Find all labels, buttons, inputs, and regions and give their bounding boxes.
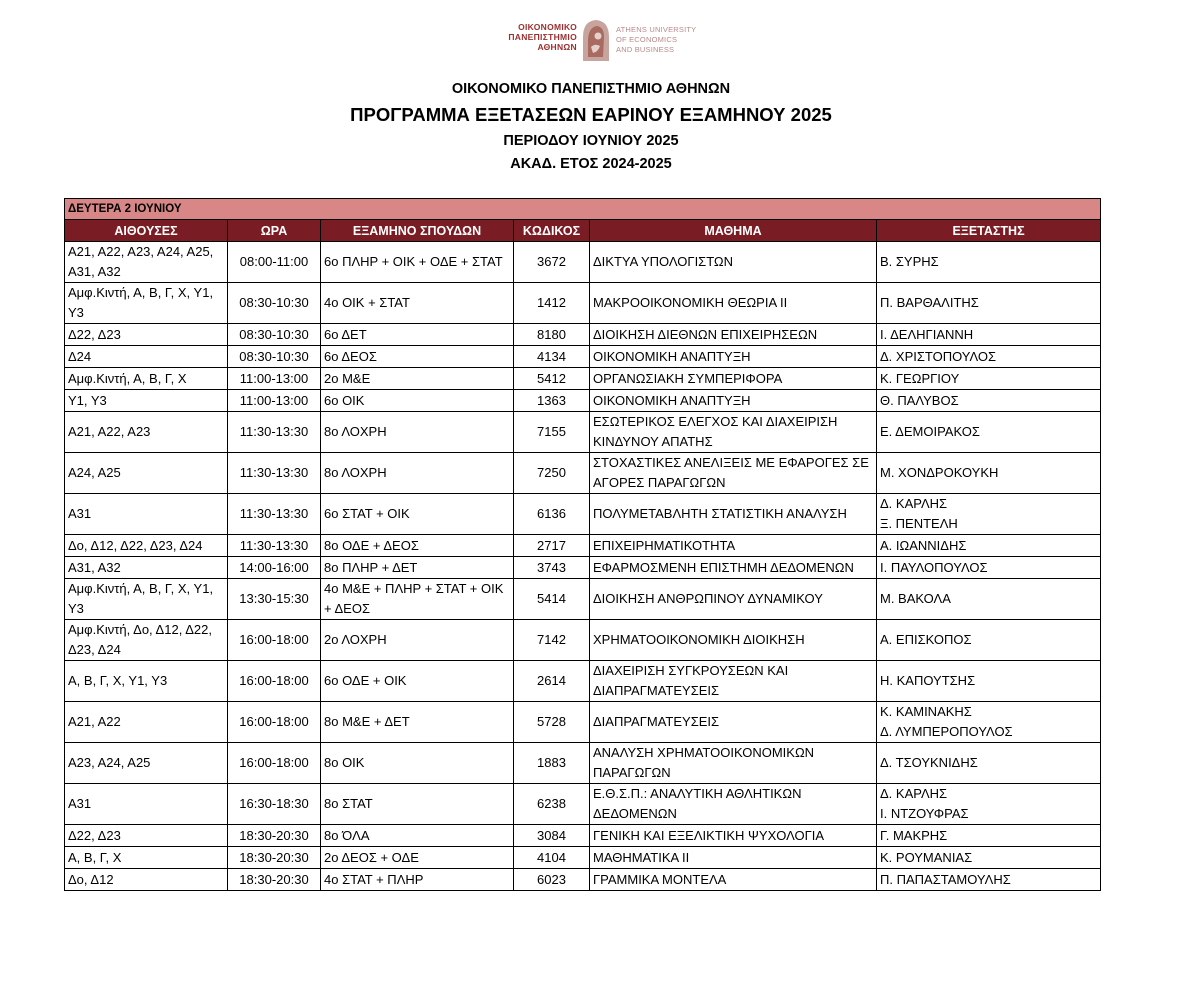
time-cell — [228, 346, 321, 368]
examiner-cell — [877, 661, 1101, 702]
time-cell — [228, 743, 321, 784]
code-cell-line: 1883 — [537, 755, 566, 770]
rooms-cell-line: Αμφ.Κιντή, Α, Β, Γ, Χ, Υ1, — [68, 581, 214, 596]
code-cell — [514, 825, 590, 847]
semester-cell-line: 8ο ΠΛΗΡ + ΔΕΤ — [324, 559, 418, 575]
semester-cell-line: 8ο ΛΟΧΡΗ — [324, 465, 387, 480]
examiner-cell — [877, 368, 1101, 390]
semester-cell — [321, 743, 514, 784]
table-body — [65, 242, 1101, 891]
time-cell — [228, 825, 321, 847]
course-cell-line: ΠΟΛΥΜΕΤΑΒΛΗΤΗ ΣΤΑΤΙΣΤΙΚΗ ΑΝΑΛΥΣΗ — [593, 506, 847, 521]
semester-cell-line: 6ο ΟΔΕ + ΟΙΚ — [324, 673, 407, 688]
examiner-cell-line: Γ. ΜΑΚΡΗΣ — [880, 827, 948, 843]
rooms-cell — [65, 661, 228, 702]
table-row — [65, 242, 1101, 283]
code-cell-line: 6238 — [537, 796, 566, 811]
university-logo — [486, 14, 706, 72]
semester-cell-line: 2ο ΛΟΧΡΗ — [324, 632, 387, 647]
course-cell-line: ΟΙΚΟΝΟΜΙΚΗ ΑΝΑΠΤΥΞΗ — [593, 348, 751, 364]
rooms-cell — [65, 557, 228, 579]
semester-cell-line: 8ο ΌΛΑ — [324, 827, 370, 843]
code-cell — [514, 702, 590, 743]
semester-cell — [321, 368, 514, 390]
semester-cell — [321, 494, 514, 535]
course-cell-line: ΔΙΑΠΡΑΓΜΑΤΕΥΣΕΙΣ — [593, 683, 720, 698]
course-cell — [590, 453, 877, 494]
course-cell — [590, 412, 877, 453]
semester-cell-line: 8ο Μ&Ε + ΔΕΤ — [324, 714, 410, 729]
table-row — [65, 412, 1101, 453]
course-cell — [590, 494, 877, 535]
time-cell-line: 08:00-11:00 — [239, 254, 309, 269]
logo-greek-line: ΑΘΗΝΩΝ — [537, 42, 577, 52]
rooms-cell — [65, 453, 228, 494]
examiner-cell-line: Ι. ΝΤΖΟΥΦΡΑΣ — [880, 806, 969, 821]
examiner-cell — [877, 620, 1101, 661]
code-cell-line: 3672 — [537, 254, 566, 269]
course-cell-line: ΑΓΟΡΕΣ ΠΑΡΑΓΩΓΩΝ — [593, 475, 726, 490]
time-cell-line: 16:00-18:00 — [239, 673, 309, 688]
table-row — [65, 557, 1101, 579]
rooms-cell-line: Δ22, Δ23 — [68, 326, 121, 342]
semester-cell — [321, 324, 514, 346]
code-cell-line: 6023 — [537, 871, 566, 887]
code-cell — [514, 346, 590, 368]
course-cell-line: ΔΙΑΠΡΑΓΜΑΤΕΥΣΕΙΣ — [593, 714, 720, 729]
course-cell-line: ΓΕΝΙΚΗ ΚΑΙ ΕΞΕΛΙΚΤΙΚΗ ΨΥΧΟΛΟΓΙΑ — [593, 827, 825, 843]
rooms-cell — [65, 743, 228, 784]
column-header: ΚΩΔΙΚΟΣ — [514, 220, 590, 242]
course-cell-line: ΧΡΗΜΑΤΟΟΙΚΟΝΟΜΙΚΗ ΔΙΟΙΚΗΣΗ — [593, 632, 805, 647]
code-cell-line: 7142 — [537, 632, 566, 647]
semester-cell — [321, 661, 514, 702]
code-cell-line: 5412 — [537, 370, 566, 386]
logo-english-line: AND BUSINESS — [616, 45, 675, 54]
semester-cell — [321, 346, 514, 368]
code-cell-line: 2717 — [537, 537, 566, 553]
code-cell-line: 5728 — [537, 714, 566, 729]
rooms-cell-line: Δο, Δ12, Δ22, Δ23, Δ24 — [68, 537, 203, 553]
time-cell — [228, 283, 321, 324]
semester-cell-line: 8ο ΟΙΚ — [324, 755, 365, 770]
course-cell — [590, 825, 877, 847]
time-cell — [228, 620, 321, 661]
time-cell-line: 16:00-18:00 — [239, 632, 309, 647]
examiner-cell — [877, 412, 1101, 453]
athena-seal-icon — [579, 17, 613, 63]
examiner-cell — [877, 579, 1101, 620]
examiner-cell-line: Α. ΕΠΙΣΚΟΠΟΣ — [880, 632, 972, 647]
code-cell — [514, 494, 590, 535]
examiner-cell-line: Κ. ΡΟΥΜΑΝΙΑΣ — [880, 849, 973, 865]
rooms-cell — [65, 847, 228, 869]
rooms-cell-line: Α21, Α22, Α23, Α24, Α25, — [68, 244, 214, 259]
semester-cell — [321, 579, 514, 620]
time-cell — [228, 869, 321, 891]
rooms-cell — [65, 390, 228, 412]
course-cell-line: ΟΡΓΑΝΩΣΙΑΚΗ ΣΥΜΠΕΡΙΦΟΡΑ — [593, 370, 783, 386]
rooms-cell-line: Δο, Δ12 — [68, 871, 114, 887]
semester-cell — [321, 242, 514, 283]
rooms-cell — [65, 494, 228, 535]
column-header: ΑΙΘΟΥΣΕΣ — [65, 220, 228, 242]
rooms-cell-line: Υ3 — [68, 305, 84, 320]
time-cell-line: 08:30-10:30 — [239, 295, 309, 310]
rooms-cell-line: Α, Β, Γ, Χ, Υ1, Υ3 — [68, 673, 168, 688]
examiner-cell — [877, 869, 1101, 891]
table-row — [65, 869, 1101, 891]
examiner-cell — [877, 283, 1101, 324]
course-cell — [590, 847, 877, 869]
course-cell-line: ΔΙΑΧΕΙΡΙΣΗ ΣΥΓΚΡΟΥΣΕΩΝ ΚΑΙ — [593, 663, 789, 678]
logo-english-line: ATHENS UNIVERSITY — [616, 25, 697, 34]
time-cell-line: 18:30-20:30 — [239, 871, 309, 887]
time-cell-line: 11:00-13:00 — [239, 392, 309, 408]
course-cell-line: ΠΑΡΑΓΩΓΩΝ — [593, 765, 671, 780]
rooms-cell — [65, 368, 228, 390]
course-cell-line: ΕΠΙΧΕΙΡΗΜΑΤΙΚΟΤΗΤΑ — [593, 537, 736, 553]
rooms-cell — [65, 535, 228, 557]
semester-cell — [321, 390, 514, 412]
logo-english-line: OF ECONOMICS — [616, 35, 678, 44]
time-cell — [228, 702, 321, 743]
examiner-cell-line: Μ. ΒΑΚΟΛΑ — [880, 591, 951, 606]
course-cell-line: ΟΙΚΟΝΟΜΙΚΗ ΑΝΑΠΤΥΞΗ — [593, 392, 751, 408]
time-cell-line: 14:00-16:00 — [239, 559, 309, 575]
table-row — [65, 324, 1101, 346]
time-cell — [228, 368, 321, 390]
rooms-cell — [65, 283, 228, 324]
course-cell-line: ΚΙΝΔΥΝΟΥ ΑΠΑΤΗΣ — [593, 434, 713, 449]
code-cell — [514, 620, 590, 661]
code-cell — [514, 579, 590, 620]
academic-year: ΑΚΑΔ. ΕΤΟΣ 2024-2025 — [510, 156, 672, 172]
course-cell — [590, 702, 877, 743]
rooms-cell — [65, 702, 228, 743]
semester-cell — [321, 283, 514, 324]
examiner-cell — [877, 346, 1101, 368]
examiner-cell — [877, 784, 1101, 825]
semester-cell-line: 8ο ΛΟΧΡΗ — [324, 424, 387, 439]
time-cell-line: 08:30-10:30 — [239, 326, 309, 342]
rooms-cell — [65, 346, 228, 368]
code-cell — [514, 661, 590, 702]
table-row — [65, 494, 1101, 535]
table-row — [65, 346, 1101, 368]
code-cell — [514, 368, 590, 390]
semester-cell — [321, 453, 514, 494]
table-row — [65, 825, 1101, 847]
examiner-cell-line: Κ. ΚΑΜΙΝΑΚΗΣ — [880, 704, 972, 719]
examiner-cell-line: Η. ΚΑΠΟΥΤΣΗΣ — [880, 673, 976, 688]
rooms-cell-line: Δ23, Δ24 — [68, 642, 121, 657]
course-cell-line: ΔΕΔΟΜΕΝΩΝ — [593, 806, 677, 821]
examiner-cell-line: Α. ΙΩΑΝΝΙΔΗΣ — [880, 537, 967, 553]
time-cell-line: 18:30-20:30 — [239, 849, 309, 865]
code-cell-line: 7155 — [537, 424, 566, 439]
semester-cell-line: 6ο ΔΕΟΣ — [324, 348, 377, 364]
examiner-cell — [877, 825, 1101, 847]
examiner-cell-line: Π. ΠΑΠΑΣΤΑΜΟΥΛΗΣ — [880, 871, 1011, 887]
time-cell — [228, 535, 321, 557]
logo-greek-text — [486, 22, 577, 52]
column-header: ΩΡΑ — [228, 220, 321, 242]
university-name: ΟΙΚΟΝΟΜΙΚΟ ΠΑΝΕΠΙΣΤΗΜΙΟ ΑΘΗΝΩΝ — [451, 81, 731, 97]
day-row — [65, 199, 1101, 220]
semester-cell — [321, 557, 514, 579]
course-cell — [590, 368, 877, 390]
semester-cell-line: 8ο ΣΤΑΤ — [324, 796, 373, 811]
rooms-cell-line: Αμφ.Κιντή, Α, Β, Γ, Χ — [68, 370, 187, 386]
time-cell — [228, 412, 321, 453]
table-row — [65, 847, 1101, 869]
time-cell — [228, 453, 321, 494]
examiner-cell-line: Π. ΒΑΡΘΑΛΙΤΗΣ — [880, 295, 979, 310]
rooms-cell — [65, 784, 228, 825]
rooms-cell — [65, 324, 228, 346]
course-cell-line: Ε.Θ.Σ.Π.: ΑΝΑΛΥΤΙΚΗ ΑΘΛΗΤΙΚΩΝ — [593, 786, 802, 801]
rooms-cell-line: Α21, Α22 — [68, 714, 121, 729]
examiner-cell — [877, 557, 1101, 579]
time-cell-line: 16:00-18:00 — [239, 714, 309, 729]
time-cell-line: 08:30-10:30 — [239, 348, 309, 364]
code-cell — [514, 869, 590, 891]
semester-cell-line: 2ο Μ&Ε — [324, 370, 371, 386]
time-cell — [228, 494, 321, 535]
code-cell — [514, 847, 590, 869]
semester-cell-line: 4ο ΟΙΚ + ΣΤΑΤ — [324, 295, 410, 310]
examiner-cell-line: Δ. ΚΑΡΛΗΣ — [880, 786, 948, 801]
code-cell — [514, 242, 590, 283]
rooms-cell-line: Α31 — [68, 796, 92, 811]
time-cell-line: 16:00-18:00 — [239, 755, 309, 770]
semester-cell — [321, 784, 514, 825]
course-cell — [590, 579, 877, 620]
semester-cell-line: 2ο ΔΕΟΣ + ΟΔΕ — [324, 849, 419, 865]
code-cell-line: 4134 — [537, 348, 566, 364]
code-cell-line: 7250 — [537, 465, 566, 480]
code-cell — [514, 283, 590, 324]
rooms-cell — [65, 242, 228, 283]
page-title: ΠΡΟΓΡΑΜΜΑ ΕΞΕΤΑΣΕΩΝ ΕΑΡΙΝΟΥ ΕΞΑΜΗΝΟΥ 2025 — [350, 104, 832, 125]
course-cell-line: ΕΣΩΤΕΡΙΚΟΣ ΕΛΕΓΧΟΣ ΚΑΙ ΔΙΑΧΕΙΡΙΣΗ — [593, 414, 838, 429]
table-row — [65, 620, 1101, 661]
examiner-cell — [877, 494, 1101, 535]
table-row — [65, 453, 1101, 494]
course-cell-line: ΔΙΟΙΚΗΣΗ ΑΝΘΡΩΠΙΝΟΥ ΔΥΝΑΜΙΚΟΥ — [593, 591, 823, 606]
time-cell — [228, 557, 321, 579]
code-cell — [514, 557, 590, 579]
time-cell-line: 11:30-13:30 — [239, 465, 309, 480]
table-row — [65, 368, 1101, 390]
rooms-cell — [65, 412, 228, 453]
examiner-cell-line: Μ. ΧΟΝΔΡΟΚΟΥΚΗ — [880, 465, 999, 480]
course-cell-line: ΔΙΚΤΥΑ ΥΠΟΛΟΓΙΣΤΩΝ — [593, 254, 734, 269]
semester-cell-line: 4ο ΣΤΑΤ + ΠΛΗΡ — [324, 871, 424, 887]
examiner-cell-line: Ι. ΠΑΥΛΟΠΟΥΛΟΣ — [880, 559, 988, 575]
course-cell — [590, 743, 877, 784]
code-cell-line: 3743 — [537, 559, 566, 575]
semester-cell-line: 4ο Μ&Ε + ΠΛΗΡ + ΣΤΑΤ + ΟΙΚ — [324, 581, 504, 596]
course-cell — [590, 869, 877, 891]
semester-cell-line: 6ο ΠΛΗΡ + ΟΙΚ + ΟΔΕ + ΣΤΑΤ — [324, 254, 503, 269]
rooms-cell-line: Α31, Α32 — [68, 264, 121, 279]
time-cell — [228, 390, 321, 412]
code-cell-line: 3084 — [537, 827, 566, 843]
table-row — [65, 661, 1101, 702]
table-row — [65, 702, 1101, 743]
time-cell-line: 18:30-20:30 — [239, 827, 309, 843]
rooms-cell-line: Α24, Α25 — [68, 465, 121, 480]
time-cell-line: 16:30-18:30 — [239, 796, 309, 811]
rooms-cell-line: Δ24 — [68, 348, 92, 364]
examiner-cell-line: Δ. ΛΥΜΠΕΡΟΠΟΥΛΟΣ — [880, 724, 1013, 739]
rooms-cell-line: Α31, Α32 — [68, 559, 121, 575]
time-cell — [228, 579, 321, 620]
code-cell — [514, 784, 590, 825]
rooms-cell-line: Α31 — [68, 506, 92, 521]
course-cell-line: ΜΑΘΗΜΑΤΙΚΑ ΙΙ — [593, 849, 690, 865]
code-cell-line: 2614 — [537, 673, 566, 688]
code-cell — [514, 324, 590, 346]
course-cell-line: ΑΝΑΛΥΣΗ ΧΡΗΜΑΤΟΟΙΚΟΝΟΜΙΚΩΝ — [593, 745, 815, 760]
exam-schedule-table — [64, 198, 1101, 891]
table-row — [65, 283, 1101, 324]
code-cell — [514, 535, 590, 557]
table-header-row — [65, 220, 1101, 242]
course-cell — [590, 535, 877, 557]
course-cell — [590, 346, 877, 368]
examiner-cell — [877, 743, 1101, 784]
examiner-cell-line: Δ. ΚΑΡΛΗΣ — [880, 496, 948, 511]
examiner-cell-line: Ι. ΔΕΛΗΓΙΑΝΝΗ — [880, 326, 974, 342]
semester-cell — [321, 869, 514, 891]
course-cell — [590, 242, 877, 283]
table-row — [65, 743, 1101, 784]
code-cell-line: 1412 — [537, 295, 566, 310]
table-row — [65, 579, 1101, 620]
day-label: ΔΕΥΤΕΡΑ 2 ΙΟΥΝΙΟΥ — [65, 199, 1101, 220]
code-cell — [514, 743, 590, 784]
time-cell-line: 11:30-13:30 — [239, 424, 309, 439]
time-cell-line: 11:30-13:30 — [239, 537, 309, 553]
examiner-cell-line: Κ. ΓΕΩΡΓΙΟΥ — [880, 370, 960, 386]
table-row — [65, 784, 1101, 825]
semester-cell-line: 8ο ΟΔΕ + ΔΕΟΣ — [324, 537, 419, 553]
column-header: ΜΑΘΗΜΑ — [590, 220, 877, 242]
course-cell-line: ΔΙΟΙΚΗΣΗ ΔΙΕΘΝΩΝ ΕΠΙΧΕΙΡΗΣΕΩΝ — [593, 326, 818, 342]
examiner-cell — [877, 390, 1101, 412]
semester-cell-line: 6ο ΟΙΚ — [324, 392, 365, 408]
column-header: ΕΞΑΜΗΝΟ ΣΠΟΥΔΩΝ — [321, 220, 514, 242]
course-cell-line: ΕΦΑΡΜΟΣΜΕΝΗ ΕΠΙΣΤΗΜΗ ΔΕΔΟΜΕΝΩΝ — [593, 559, 854, 575]
course-cell-line: ΜΑΚΡΟΟΙΚΟΝΟΜΙΚΗ ΘΕΩΡΙΑ ΙΙ — [593, 295, 788, 310]
rooms-cell — [65, 579, 228, 620]
time-cell — [228, 847, 321, 869]
rooms-cell-line: Υ3 — [68, 601, 84, 616]
rooms-cell-line: Δ22, Δ23 — [68, 827, 121, 843]
rooms-cell-line: Α23, Α24, Α25 — [68, 755, 151, 770]
time-cell — [228, 784, 321, 825]
rooms-cell-line: Α21, Α22, Α23 — [68, 424, 151, 439]
examiner-cell-line: Θ. ΠΑΛΥΒΟΣ — [880, 392, 959, 408]
code-cell-line: 5414 — [537, 591, 566, 606]
code-cell-line: 4104 — [537, 849, 566, 865]
code-cell — [514, 453, 590, 494]
time-cell — [228, 324, 321, 346]
table-row — [65, 535, 1101, 557]
time-cell-line: 11:00-13:00 — [239, 370, 309, 386]
course-cell — [590, 283, 877, 324]
column-header: ΕΞΕΤΑΣΤΗΣ — [877, 220, 1101, 242]
semester-cell-line: 6ο ΔΕΤ — [324, 326, 367, 342]
rooms-cell-line: Υ1, Υ3 — [68, 392, 107, 408]
semester-cell — [321, 847, 514, 869]
rooms-cell-line: Α, Β, Γ, Χ — [68, 849, 122, 865]
logo-english-text — [616, 25, 706, 55]
course-cell — [590, 390, 877, 412]
course-cell — [590, 324, 877, 346]
examiner-cell-line: Ε. ΔΕΜΟΙΡΑΚΟΣ — [880, 424, 980, 439]
examiner-cell-line: Ξ. ΠΕΝΤΕΛΗ — [880, 516, 958, 531]
time-cell — [228, 242, 321, 283]
rooms-cell — [65, 825, 228, 847]
course-cell — [590, 784, 877, 825]
table-row — [65, 390, 1101, 412]
logo-greek-line: ΠΑΝΕΠΙΣΤΗΜΙΟ — [508, 32, 577, 42]
code-cell-line: 6136 — [537, 506, 566, 521]
code-cell-line: 1363 — [537, 392, 566, 408]
semester-cell — [321, 535, 514, 557]
examiner-cell-line: Δ. ΧΡΙΣΤΟΠΟΥΛΟΣ — [880, 348, 997, 364]
rooms-cell-line: Αμφ.Κιντή, Α, Β, Γ, Χ, Υ1, — [68, 285, 214, 300]
examiner-cell — [877, 453, 1101, 494]
code-cell — [514, 412, 590, 453]
semester-cell-line: + ΔΕΟΣ — [324, 601, 370, 616]
course-cell — [590, 557, 877, 579]
rooms-cell — [65, 869, 228, 891]
examiner-cell — [877, 242, 1101, 283]
course-cell — [590, 620, 877, 661]
exam-period: ΠΕΡΙΟΔΟΥ ΙΟΥΝΙΟΥ 2025 — [503, 133, 679, 149]
examiner-cell-line: Δ. ΤΣΟΥΚΝΙΔΗΣ — [880, 755, 978, 770]
semester-cell-line: 6ο ΣΤΑΤ + ΟΙΚ — [324, 506, 410, 521]
rooms-cell-line: Αμφ.Κιντή, Δο, Δ12, Δ22, — [68, 622, 212, 637]
time-cell — [228, 661, 321, 702]
examiner-cell — [877, 702, 1101, 743]
course-cell — [590, 661, 877, 702]
examiner-cell — [877, 847, 1101, 869]
time-cell-line: 11:30-13:30 — [239, 506, 309, 521]
semester-cell — [321, 412, 514, 453]
examiner-cell-line: Β. ΣΥΡΗΣ — [880, 254, 939, 269]
time-cell-line: 13:30-15:30 — [239, 591, 309, 606]
examiner-cell — [877, 535, 1101, 557]
semester-cell — [321, 702, 514, 743]
code-cell-line: 8180 — [537, 326, 566, 342]
semester-cell — [321, 825, 514, 847]
rooms-cell — [65, 620, 228, 661]
logo-greek-line: ΟΙΚΟΝΟΜΙΚΟ — [518, 22, 577, 32]
code-cell — [514, 390, 590, 412]
examiner-cell — [877, 324, 1101, 346]
course-cell-line: ΣΤΟΧΑΣΤΙΚΕΣ ΑΝΕΛΙΞΕΙΣ ΜΕ ΕΦΑΡΟΓΕΣ ΣΕ — [593, 455, 869, 470]
course-cell-line: ΓΡΑΜΜΙΚΑ ΜΟΝΤΕΛΑ — [593, 871, 727, 887]
semester-cell — [321, 620, 514, 661]
